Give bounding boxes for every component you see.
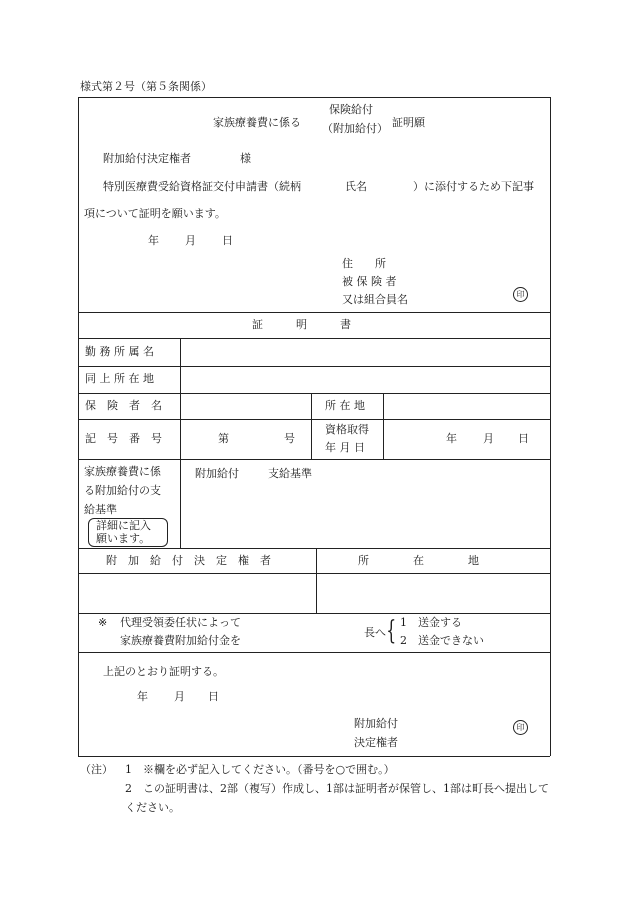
number-dai: 第 bbox=[218, 432, 229, 445]
request-date-year: 年 bbox=[148, 234, 159, 247]
symbol-number-label: 記 号 番 号 bbox=[85, 432, 162, 445]
detail-note-2: 願います。 bbox=[96, 532, 151, 545]
standard-value-b: 支給基準 bbox=[268, 467, 312, 480]
notes-label: （注） bbox=[80, 763, 113, 776]
authority-sign-2: 決定権者 bbox=[354, 736, 398, 749]
workplace-label: 勤 務 所 属 名 bbox=[85, 345, 154, 358]
standard-label-2: る附加給付の支 bbox=[84, 484, 161, 497]
standard-label-1: 家族療養費に係 bbox=[84, 465, 161, 478]
note-2-number: 2 bbox=[125, 782, 132, 795]
proxy-line1: 代理受領委任状によって bbox=[120, 616, 241, 629]
proxy-chief: 長へ bbox=[364, 626, 386, 639]
qualification-label-1: 資格取得 bbox=[325, 423, 369, 436]
insurer-label: 保 険 者 名 bbox=[85, 399, 162, 412]
number-go: 号 bbox=[284, 432, 295, 445]
note-1-text: ※欄を必ず記入してください。（番号を○で囲む。） bbox=[143, 763, 395, 776]
certify-day: 日 bbox=[208, 690, 219, 703]
header-title-prefix: 家族療養費に係る bbox=[213, 116, 301, 129]
left-brace-icon: { bbox=[386, 616, 397, 646]
qualification-label-2: 年 月 日 bbox=[325, 441, 365, 454]
authority-location-header: 所 在 地 bbox=[358, 554, 479, 567]
detail-note-1: 詳細に記入 bbox=[96, 519, 151, 532]
authority-header: 附 加 給 付 決 定 権 者 bbox=[106, 554, 271, 567]
header-title-suffix: 証明願 bbox=[392, 116, 425, 129]
note-1-number: 1 bbox=[125, 763, 132, 776]
qualification-day: 日 bbox=[518, 432, 529, 445]
header-benefit-line1: 保険給付 bbox=[329, 103, 373, 116]
certify-month: 月 bbox=[174, 690, 185, 703]
note-2-text-2: ください。 bbox=[125, 801, 180, 814]
insurer-location-label: 所 在 地 bbox=[325, 399, 365, 412]
proxy-option-1: 1 送金する bbox=[400, 616, 462, 629]
authority-sign-1: 附加給付 bbox=[354, 717, 398, 730]
qualification-year: 年 bbox=[446, 432, 457, 445]
certify-year: 年 bbox=[137, 690, 148, 703]
proxy-line2: 家族療養費附加給付金を bbox=[120, 634, 241, 647]
request-line1-b: 氏名 bbox=[345, 180, 367, 193]
request-line2: 項について証明を願います。 bbox=[84, 207, 226, 220]
member-label: 又は組合員名 bbox=[342, 293, 408, 306]
note-2-text-1: この証明書は、2部（複写）作成し、1部は証明者が保管し、1部は町長へ提出して bbox=[143, 782, 549, 795]
header-benefit-line2: （附加給付） bbox=[322, 122, 388, 135]
addressee: 附加給付決定権者 bbox=[103, 152, 191, 165]
qualification-month: 月 bbox=[483, 432, 494, 445]
address-label: 住 所 bbox=[342, 257, 386, 270]
workplace-address-label: 同 上 所 在 地 bbox=[85, 372, 154, 385]
applicant-seal-icon: 印 bbox=[513, 287, 528, 302]
request-date-day: 日 bbox=[222, 234, 233, 247]
insured-label: 被 保 険 者 bbox=[342, 275, 397, 288]
request-line1-c: ）に添付するため下記事 bbox=[413, 180, 534, 193]
request-line1-a: 特別医療費受給資格証交付申請書（続柄 bbox=[103, 180, 301, 193]
certify-text: 上記のとおり証明する。 bbox=[103, 665, 224, 678]
request-date-month: 月 bbox=[185, 234, 196, 247]
authority-seal-icon: 印 bbox=[513, 720, 528, 735]
certificate-heading: 証 明 書 bbox=[252, 318, 351, 331]
addressee-honorific: 様 bbox=[240, 152, 251, 165]
standard-label-3: 給基準 bbox=[84, 503, 117, 516]
form-label: 様式第２号（第５条関係） bbox=[80, 80, 212, 93]
proxy-mark: ※ bbox=[98, 616, 108, 629]
standard-value-a: 附加給付 bbox=[195, 467, 239, 480]
proxy-option-2: 2 送金できない bbox=[400, 634, 484, 647]
